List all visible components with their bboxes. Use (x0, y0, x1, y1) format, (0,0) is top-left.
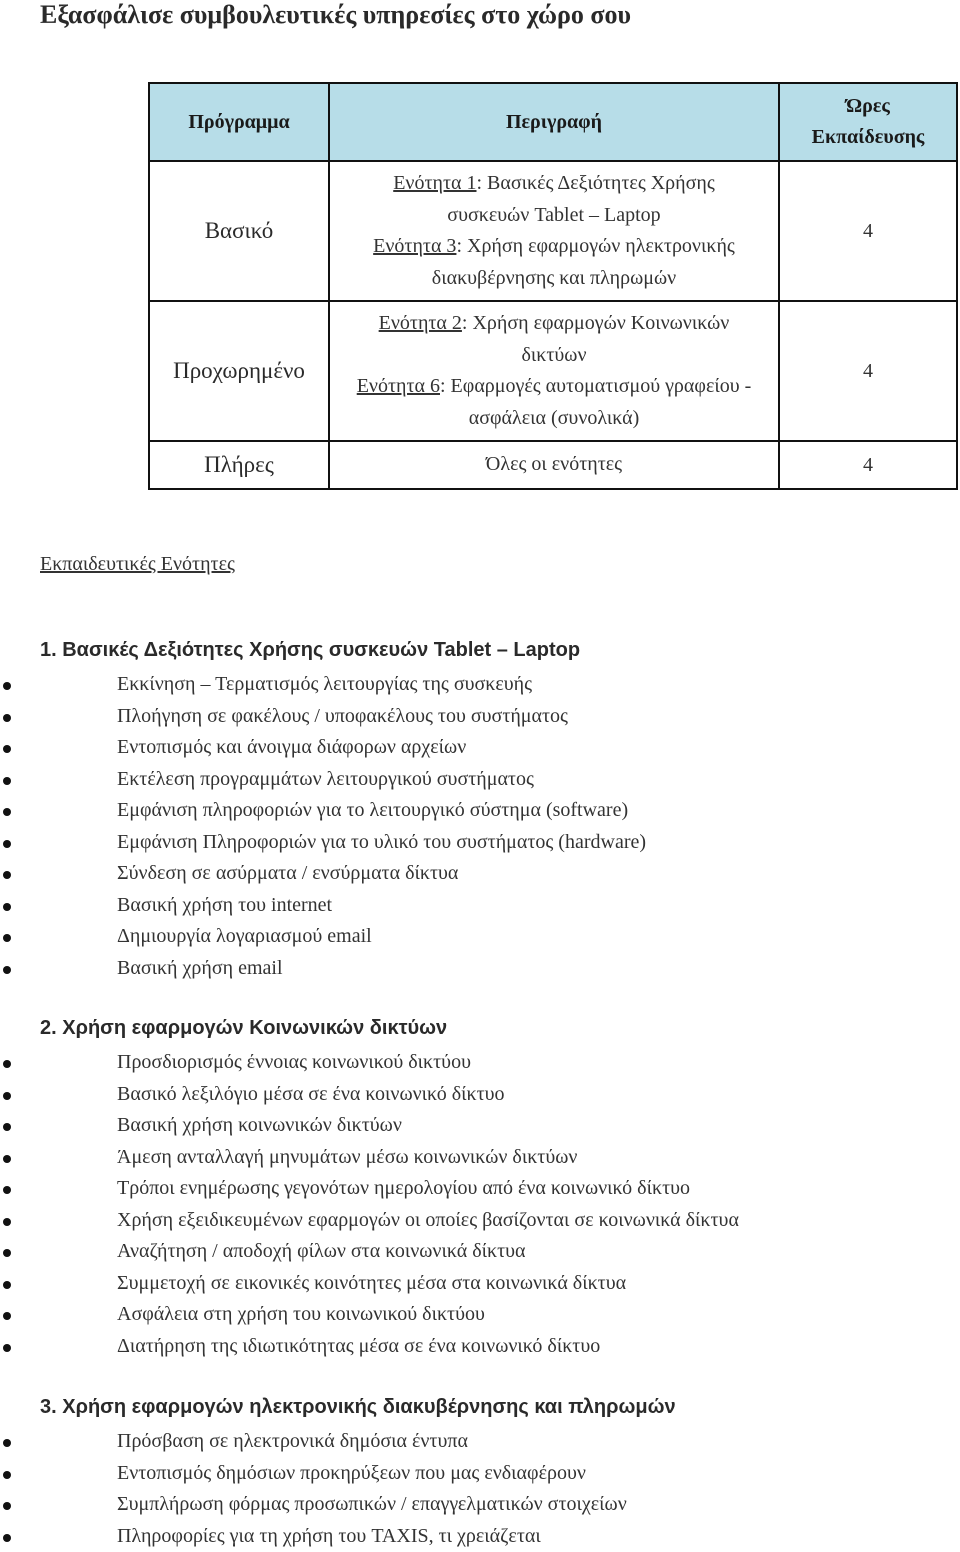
list-item (0, 921, 960, 953)
desc-line (330, 371, 778, 403)
desc-line (330, 263, 778, 295)
list-item (0, 1236, 960, 1268)
desc-text: : Χρήση εφαρμογών Κοινωνικών (462, 312, 729, 334)
list-item-text: Ασφάλεια στη χρήση του κοινωνικού δικτύου (117, 1299, 485, 1331)
bullet-icon (3, 903, 11, 911)
list-item-text: Συμπλήρωση φόρμας προσωπικών / επαγγελματικών στοιχείων (117, 1489, 627, 1521)
list-item-text: Δημιουργία λογαριασμού email (117, 921, 372, 953)
list-item-text: Πλοήγηση σε φακέλους / υποφακέλους του συστήματος (117, 701, 568, 733)
bullet-icon (3, 934, 11, 942)
list-item (0, 1299, 960, 1331)
bullet-icon (3, 1439, 11, 1447)
bullet-icon (3, 966, 11, 974)
list-item-text: Άμεση ανταλλαγή μηνυμάτων μέσω κοινωνικών δικτύων (117, 1142, 577, 1174)
list-item (0, 1079, 960, 1111)
hours-value: 4 (779, 301, 957, 441)
bullet-icon (3, 1186, 11, 1194)
desc-text: δικτύων (521, 344, 586, 366)
list-item (0, 1268, 960, 1300)
list-item-text: Τρόποι ενημέρωσης γεγονότων ημερολογίου από ένα κοινωνικό δίκτυο (117, 1173, 690, 1205)
header-description: Περιγραφή (329, 83, 779, 161)
list-item (0, 1047, 960, 1079)
desc-line (330, 403, 778, 435)
program-description (329, 161, 779, 301)
list-item (0, 669, 960, 701)
list-item-text: Εμφάνιση Πληροφοριών για το υλικό του συστήματος (hardware) (117, 827, 646, 859)
hours-value: 4 (779, 441, 957, 489)
bullet-icon (3, 1249, 11, 1257)
desc-line (330, 168, 778, 200)
list-item (0, 1458, 960, 1490)
list-item-text: Εκτέλεση προγραμμάτων λειτουργικού συστήματος (117, 764, 534, 796)
bullet-icon (3, 745, 11, 753)
desc-line (330, 308, 778, 340)
list-item (0, 953, 960, 985)
header-hours (779, 83, 957, 161)
bullet-icon (3, 1471, 11, 1479)
list-item (0, 1331, 960, 1363)
bullet-icon (3, 871, 11, 879)
programs-table (148, 82, 958, 490)
bullet-icon (3, 1123, 11, 1131)
program-description (329, 301, 779, 441)
list-item-text: Βασική χρήση κοινωνικών δικτύων (117, 1110, 402, 1142)
desc-text: διακυβέρνησης και πληρωμών (432, 267, 676, 289)
program-name: Προχωρημένο (149, 301, 329, 441)
list-item (0, 1110, 960, 1142)
list-item-text: Βασική χρήση του internet (117, 890, 332, 922)
list-item-text: Εντοπισμός και άνοιγμα διάφορων αρχείων (117, 732, 466, 764)
table-header-row (149, 83, 957, 161)
list-item (0, 1173, 960, 1205)
list-item-text: Διατήρηση της ιδιωτικότητας μέσα σε ένα κοινωνικό δίκτυο (117, 1331, 600, 1363)
list-item-text: Πρόσβαση σε ηλεκτρονικά δημόσια έντυπα (117, 1426, 468, 1458)
list-item (0, 1205, 960, 1237)
list-item (0, 1489, 960, 1521)
list-item-text: Σύνδεση σε ασύρματα / ενσύρματα δίκτυα (117, 858, 458, 890)
section-heading: 3. Χρήση εφαρμογών ηλεκτρονικής διακυβέρνησης και πληρωμών (40, 1395, 676, 1419)
bullet-icon (3, 682, 11, 690)
list-item (0, 701, 960, 733)
desc-line (330, 340, 778, 372)
bullet-icon (3, 1155, 11, 1163)
program-name: Βασικό (149, 161, 329, 301)
bullet-icon (3, 1218, 11, 1226)
unit-link[interactable]: Ενότητα 3 (373, 235, 456, 257)
list-item (0, 1521, 960, 1552)
bullet-icon (3, 1534, 11, 1542)
list-item (0, 795, 960, 827)
module-section-3 (0, 1395, 960, 1547)
module-section-2 (0, 1016, 960, 1366)
list-item-text: Βασική χρήση email (117, 953, 283, 985)
module-list (0, 669, 960, 984)
bullet-icon (3, 1312, 11, 1320)
bullet-icon (3, 714, 11, 722)
desc-text: : Εφαρμογές αυτοματισμού γραφείου - (440, 375, 751, 397)
bullet-icon (3, 1060, 11, 1068)
hours-value: 4 (779, 161, 957, 301)
bullet-icon (3, 1502, 11, 1510)
header-hours-label: Ώρες Εκπαίδευσης (808, 91, 928, 153)
list-item (0, 732, 960, 764)
list-item (0, 858, 960, 890)
module-list (0, 1047, 960, 1362)
desc-text: ασφάλεια (συνολικά) (469, 407, 640, 429)
section-heading: 1. Βασικές Δεξιότητες Χρήσης συσκευών Tablet – Laptop (40, 638, 580, 662)
header-program: Πρόγραμμα (149, 83, 329, 161)
modules-link[interactable]: Εκπαιδευτικές Ενότητες (40, 552, 235, 576)
bullet-icon (3, 1092, 11, 1100)
unit-link[interactable]: Ενότητα 6 (357, 375, 440, 397)
table-row (149, 441, 957, 489)
list-item (0, 1426, 960, 1458)
page-title: Εξασφάλισε συμβουλευτικές υπηρεσίες στο χώρο σου (40, 0, 631, 30)
bullet-icon (3, 840, 11, 848)
unit-link[interactable]: Ενότητα 2 (379, 312, 462, 334)
list-item-text: Πληροφορίες για τη χρήση του TAXIS, τι χρειάζεται (117, 1521, 541, 1552)
list-item-text: Προσδιορισμός έννοιας κοινωνικού δικτύου (117, 1047, 471, 1079)
program-name: Πλήρες (149, 441, 329, 489)
unit-link[interactable]: Ενότητα 1 (393, 172, 476, 194)
list-item-text: Εκκίνηση – Τερματισμός λειτουργίας της συσκευής (117, 669, 532, 701)
list-item-text: Συμμετοχή σε εικονικές κοινότητες μέσα στα κοινωνικά δίκτυα (117, 1268, 626, 1300)
table-row (149, 161, 957, 301)
list-item (0, 1142, 960, 1174)
desc-text: συσκευών Tablet – Laptop (447, 204, 660, 226)
list-item (0, 890, 960, 922)
desc-line (330, 200, 778, 232)
bullet-icon (3, 777, 11, 785)
bullet-icon (3, 1344, 11, 1352)
program-description: Όλες οι ενότητες (329, 441, 779, 489)
table-row (149, 301, 957, 441)
list-item-text: Βασικό λεξιλόγιο μέσα σε ένα κοινωνικό δίκτυο (117, 1079, 505, 1111)
desc-line (330, 231, 778, 263)
section-heading: 2. Χρήση εφαρμογών Κοινωνικών δικτύων (40, 1016, 447, 1040)
list-item-text: Εμφάνιση πληροφοριών για το λειτουργικό σύστημα (software) (117, 795, 628, 827)
list-item-text: Αναζήτηση / αποδοχή φίλων στα κοινωνικά δίκτυα (117, 1236, 526, 1268)
desc-text: : Βασικές Δεξιότητες Χρήσης (477, 172, 715, 194)
list-item-text: Εντοπισμός δημόσιων προκηρύξεων που μας ενδιαφέρουν (117, 1458, 586, 1490)
module-section-1 (0, 638, 960, 988)
desc-text: : Χρήση εφαρμογών ηλεκτρονικής (456, 235, 734, 257)
list-item (0, 827, 960, 859)
list-item-text: Χρήση εξειδικευμένων εφαρμογών οι οποίες βασίζονται σε κοινωνικά δίκτυα (117, 1205, 739, 1237)
bullet-icon (3, 1281, 11, 1289)
module-list (0, 1426, 960, 1552)
bullet-icon (3, 808, 11, 816)
list-item (0, 764, 960, 796)
